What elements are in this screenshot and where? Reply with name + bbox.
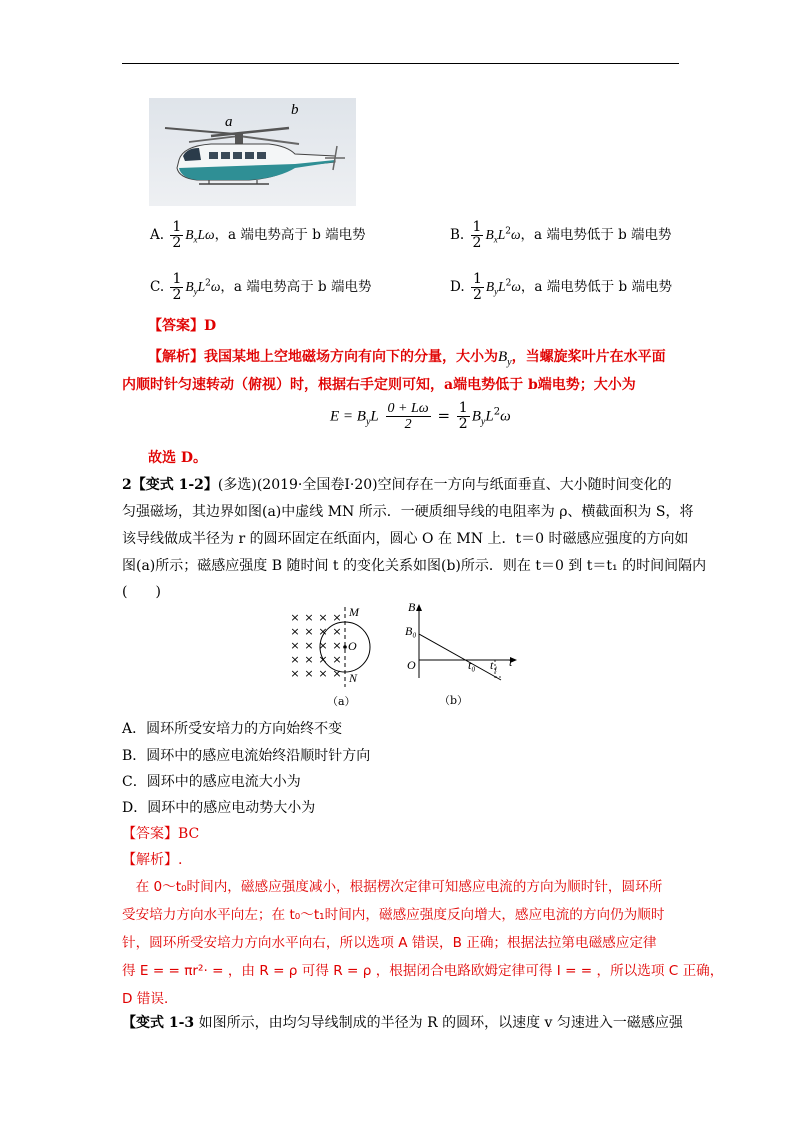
answer-1: 【答案】D bbox=[148, 318, 217, 334]
analysis-1-conclusion: 故选 D。 bbox=[148, 450, 208, 466]
fig-a-cross: × bbox=[290, 639, 300, 652]
analysis-2-line2: 受安培力方向水平向左；在 t₀～t₁时间内，磁感应强度反向增大，感应电流的方向仍为顺时 bbox=[122, 907, 665, 923]
analysis-2-line3: 针，圆环所受安培力方向水平向右，所以选项 A 错误，B 正确；根据法拉第电磁感应定律 bbox=[122, 935, 657, 951]
helicopter-image bbox=[149, 98, 356, 206]
fig-a-cross: × bbox=[318, 667, 328, 680]
analysis-1-equation: $E = B_yL$ $\frac{0 + L\omega}{2}$ = $\frac{1}{2}$ $B_yL^2\omega$ bbox=[330, 400, 511, 432]
q2-option-d[interactable]: D．圆环中的感应电动势大小为 bbox=[122, 800, 316, 816]
q2-option-c[interactable]: C．圆环中的感应电流大小为 bbox=[122, 774, 301, 790]
option-b[interactable]: B. $\frac{1}{2}$ $B_xL^2\omega$，a 端电势低于 b 端电势 bbox=[450, 219, 672, 251]
option-c[interactable]: C. $\frac{1}{2}$ $B_yL^2\omega$，a 端电势高于 b 端电势 bbox=[150, 271, 372, 303]
option-a[interactable]: A. $\frac{1}{2}$ $B_xL\omega$，a 端电势高于 b 端电势 bbox=[150, 219, 366, 251]
q2-line5: ( ) bbox=[122, 584, 161, 600]
analysis-1-line2: 内顺时针匀速转动（俯视）时，根据右手定则可知，a端电势低于 b端电势；大小为 bbox=[122, 377, 636, 393]
analysis-2-line5: D 错误． bbox=[122, 991, 178, 1007]
fig-a-cross: × bbox=[290, 625, 300, 638]
q2-line3: 该导线做成半径为 r 的圆环固定在纸面内，圆心 O 在 MN 上．t＝0 时磁感应强度的方向如 bbox=[122, 531, 689, 547]
fig-a-cross: × bbox=[290, 653, 300, 666]
fig-a-cross: × bbox=[332, 625, 342, 638]
fig-a-cross: × bbox=[304, 653, 314, 666]
label-b: b bbox=[291, 102, 299, 118]
q2-option-a[interactable]: A．圆环所受安培力的方向始终不变 bbox=[122, 721, 343, 737]
fig-a-cross: × bbox=[318, 625, 328, 638]
fig-a-m: M bbox=[349, 605, 359, 619]
fig-a-cross: × bbox=[318, 611, 328, 624]
fig-a-cross: × bbox=[318, 639, 328, 652]
fig-a-caption: （a） bbox=[327, 695, 356, 708]
fig-a-cross: × bbox=[318, 653, 328, 666]
fig-b-t0: t₀ bbox=[468, 658, 476, 672]
fig-b-t1: t₁ bbox=[490, 658, 498, 672]
fig-a-n: N bbox=[349, 671, 358, 685]
fig-a-o: O bbox=[348, 639, 357, 653]
q2-option-b[interactable]: B．圆环中的感应电流始终沿顺时针方向 bbox=[122, 748, 371, 764]
fig-a-cross: × bbox=[290, 611, 300, 624]
fig-a-cross: × bbox=[304, 611, 314, 624]
fig-a-cross: × bbox=[290, 667, 300, 680]
fig-b-caption: （b） bbox=[439, 694, 469, 707]
figure-a bbox=[285, 605, 385, 710]
fig-a-cross: × bbox=[304, 667, 314, 680]
fig-a-cross: × bbox=[332, 667, 342, 680]
fig-a-cross: × bbox=[304, 639, 314, 652]
fig-b-t: t bbox=[509, 655, 513, 669]
q2-line1: 2【变式 1-2】(多选)(2019·全国卷Ⅰ·20)空间存在一方向与纸面垂直、大小随时间变化的 bbox=[122, 477, 672, 493]
fig-b-o: O bbox=[407, 658, 416, 672]
figure-b bbox=[405, 600, 520, 710]
q3-line1: 【变式 1-3 如图所示，由均匀导线制成的半径为 R 的圆环，以速度 v 匀速进入一磁感应强 bbox=[122, 1015, 683, 1031]
fig-b-graph-line bbox=[419, 634, 501, 680]
fig-a-cross: × bbox=[332, 653, 342, 666]
fig-a-cross: × bbox=[332, 639, 342, 652]
analysis-1-line1: 【解析】我国某地上空地磁场方向有向下的分量，大小为$B_y$，当螺旋桨叶片在水平面 bbox=[148, 349, 666, 368]
fig-b-b0: B₀ bbox=[405, 624, 417, 638]
q2-line4: 图(a)所示；磁感应强度 B 随时间 t 的变化关系如图(b)所示．则在 t＝0 到 t＝t₁ 的时间间隔内 bbox=[122, 558, 707, 574]
q2-line2: 匀强磁场，其边界如图(a)中虚线 MN 所示．一硬质细导线的电阻率为 ρ、横截面积为 S，将 bbox=[122, 504, 694, 520]
analysis-2-head: 【解析】. bbox=[122, 852, 183, 868]
fig-b-b: B bbox=[408, 600, 416, 614]
header-rule bbox=[122, 63, 679, 64]
fig-a-cross: × bbox=[304, 625, 314, 638]
analysis-2-line1: 在 0～t₀时间内，磁感应强度减小，根据楞次定律可知感应电流的方向为顺时针，圆环所 bbox=[122, 879, 663, 895]
option-d[interactable]: D. $\frac{1}{2}$ $B_yL^2\omega$，a 端电势低于 b 端电势 bbox=[450, 271, 672, 303]
label-a: a bbox=[225, 114, 233, 130]
analysis-2-line4: 得 E = = πr²· = ，由 R = ρ 可得 R = ρ ，根据闭合电路欧姆定律可得 I = = ，所以选项 C 正确， bbox=[122, 963, 724, 979]
fig-a-center-dot bbox=[343, 645, 347, 649]
fig-a-cross: × bbox=[332, 611, 342, 624]
answer-2: 【答案】BC bbox=[122, 826, 200, 842]
